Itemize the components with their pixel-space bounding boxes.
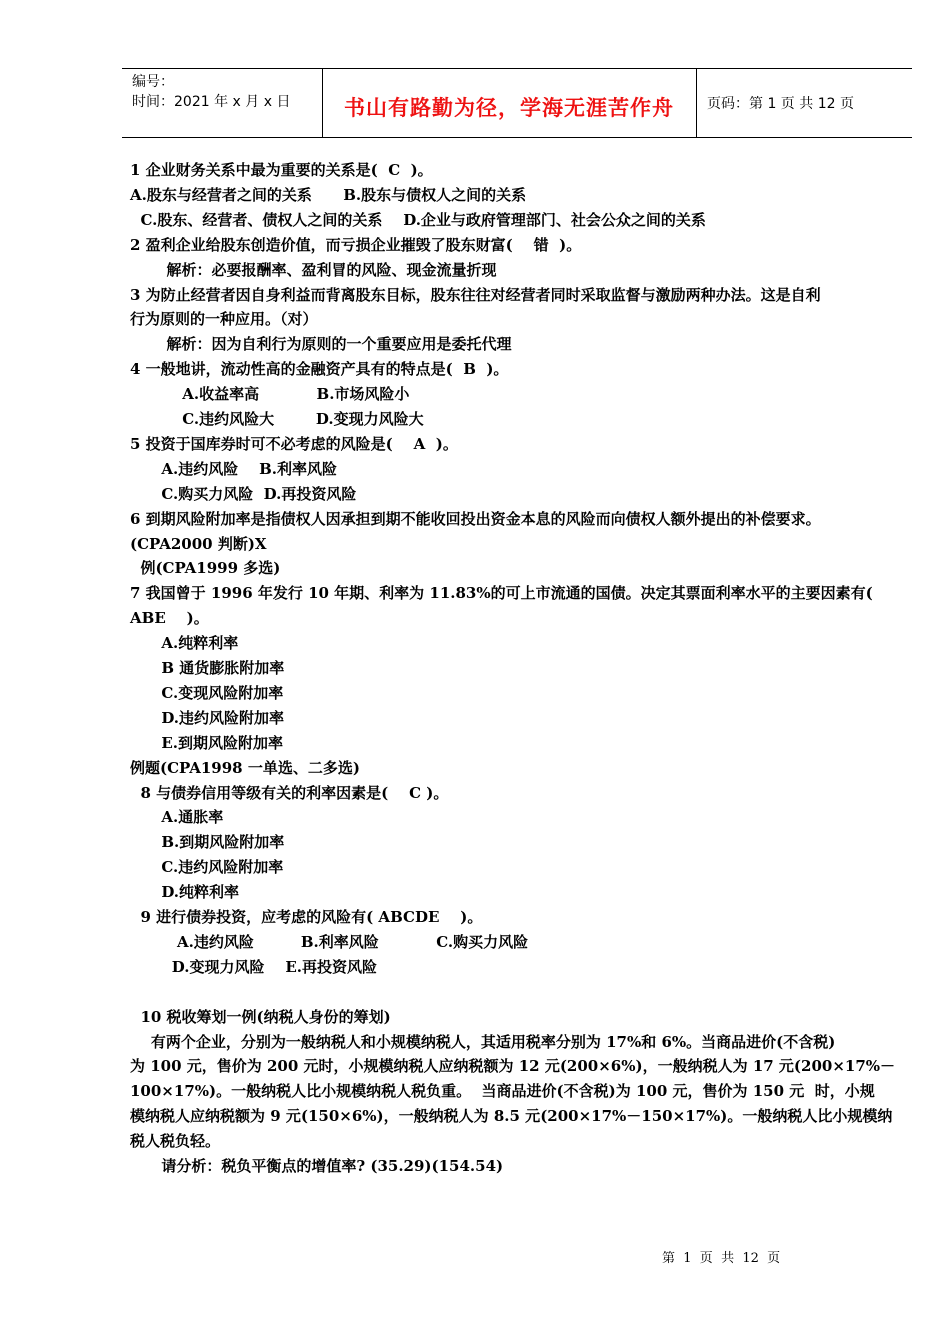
- body-line: 5 投资于国库券时可不必考虑的风险是( A )。: [130, 434, 458, 453]
- body-line: 8 与债券信用等级有关的利率因素是( C )。: [130, 783, 449, 802]
- body-line: ABE )。: [130, 609, 209, 628]
- body-line: B.到期风险附加率: [130, 833, 285, 852]
- body-line: 2 盈利企业给股东创造价值，而亏损企业摧毁了股东财富( 错 )。: [130, 235, 582, 254]
- body-line: 例(CPA1999 多选): [130, 559, 281, 578]
- page-footer: 第 1 页 共 12 页: [662, 1251, 781, 1266]
- body-line: 解析：因为自利行为原则的一个重要应用是委托代理: [130, 335, 512, 354]
- document-number-label: 编号：: [132, 74, 174, 90]
- body-line: C.变现风险附加率: [130, 683, 284, 702]
- body-line: 模纳税人应纳税额为 9 元(150×6%)，一般纳税人为 8.5 元(200×17%－150×17%)。一般纳税人比小规模纳: [130, 1107, 893, 1126]
- body-line: 税人税负轻。: [130, 1132, 221, 1151]
- body-line: 请分析：税负平衡点的增值率? (35.29)(154.54): [130, 1157, 504, 1175]
- motto-text: 书山有路勤为径，学海无涯苦作舟: [344, 95, 674, 120]
- header-page-cell: [697, 69, 912, 137]
- body-line: 1 企业财务关系中最为重要的关系是( C )。: [130, 161, 433, 179]
- body-line: E.到期风险附加率: [130, 733, 283, 752]
- body-line: D.变现力风险 E.再投资风险: [130, 957, 378, 976]
- body-line: A.违约风险 B.利率风险 C.购买力风险: [130, 932, 529, 951]
- body-line: A.纯粹利率: [130, 634, 239, 653]
- body-line: 有两个企业，分别为一般纳税人和小规模纳税人，其适用税率分别为 17%和 6%。当商品进价(不含税): [130, 1032, 836, 1051]
- body-line: A.股东与经营者之间的关系 B.股东与债权人之间的关系: [130, 185, 527, 204]
- body-line: 100×17%)。一般纳税人比小规模纳税人税负重。 当商品进价(不含税)为 100 元，售价为 150 元 时，小规: [130, 1082, 875, 1101]
- body-line: C.违约风险附加率: [130, 858, 284, 877]
- header-meta-cell: [122, 69, 323, 137]
- body-line: 3 为防止经营者因自身利益而背离股东目标，股东往往对经营者同时采取监督与激励两种办法。这是自利: [130, 285, 821, 304]
- body-line: 4 一般地讲，流动性高的金融资产具有的特点是( B )。: [130, 360, 509, 379]
- body-line: C.购买力风险 D.再投资风险: [130, 484, 357, 503]
- body-line: A.收益率高 B.市场风险小: [130, 385, 410, 404]
- body-line: 7 我国曾于 1996 年发行 10 年期、利率为 11.83%的可上市流通的国债。决定其票面利率水平的主要因素有(: [130, 584, 873, 603]
- body-line: 解析：必要报酬率、盈利冒的风险、现金流量折现: [130, 260, 497, 279]
- page-header: [122, 68, 912, 138]
- body-line: A.违约风险 B.利率风险: [130, 459, 337, 478]
- body-line: C.违约风险大 D.变现力风险大: [130, 410, 424, 428]
- body-line: 行为原则的一种应用。（对）: [130, 310, 318, 329]
- body-line: 为 100 元，售价为 200 元时，小规模纳税人应纳税额为 12 元(200×6%)，一般纳税人为 17 元(200×17%－: [130, 1057, 896, 1076]
- header-motto-cell: [323, 69, 697, 137]
- page-number-info: 页码：第 1 页 共 12 页: [707, 96, 854, 112]
- body-line: 9 进行债券投资，应考虑的风险有( ABCDE )。: [130, 908, 483, 926]
- body-line: (CPA2000 判断)X: [130, 534, 267, 553]
- body-line: D.违约风险附加率: [130, 708, 285, 727]
- body-line: 例题(CPA1998 一单选、二多选): [130, 758, 360, 777]
- body-line: A.通胀率: [130, 808, 224, 827]
- body-line: C.股东、经营者、债权人之间的关系 D.企业与政府管理部门、社会公众之间的关系: [130, 210, 706, 229]
- body-line: 6 到期风险附加率是指债权人因承担到期不能收回投出资金本息的风险而向债权人额外提出的补偿要求。: [130, 509, 821, 528]
- body-line: B 通货膨胀附加率: [130, 659, 285, 677]
- body-line: D.纯粹利率: [130, 883, 240, 902]
- document-time-label: 时间：2021 年 x 月 x 日: [132, 94, 291, 110]
- body-line: 10 税收筹划一例(纳税人身份的筹划): [130, 1007, 391, 1026]
